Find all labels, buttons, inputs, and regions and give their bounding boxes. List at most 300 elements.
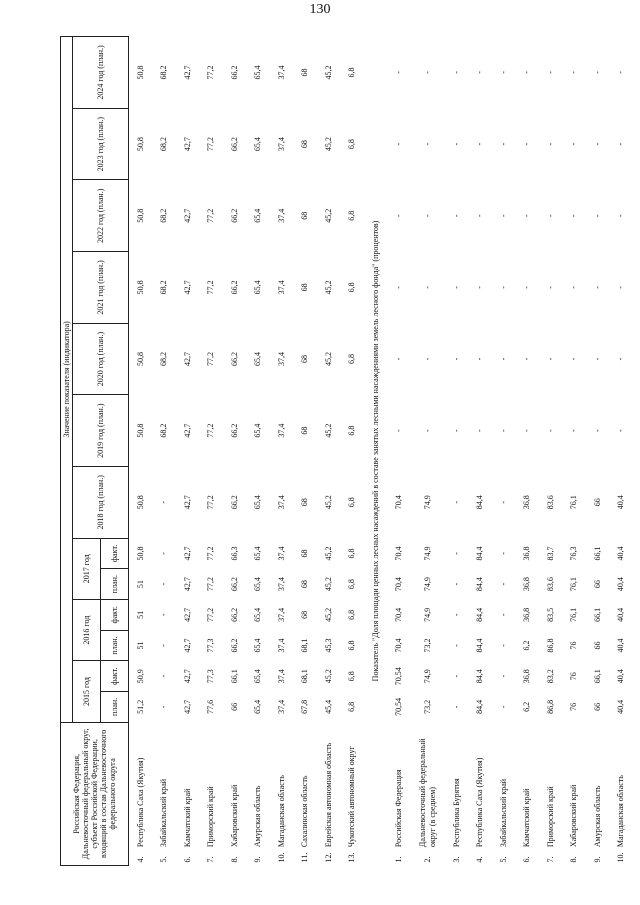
value-cell: - [422,357,432,361]
value-cell: - [498,71,508,74]
plan-2015-header: план. [101,692,129,723]
table-row [539,37,563,866]
value-cell: - [159,674,169,678]
value-cell: - [159,705,169,709]
row-number: 9. [253,856,263,863]
fact-2017-header: факт. [101,538,129,569]
value-cell: 37,4 [276,280,286,295]
value-cell: 77,2 [206,208,216,223]
region-name: Еврейская автономная область [323,742,333,848]
region-name: Амурская область [253,785,263,848]
value-cell: 77,3 [206,638,216,653]
value-cell: 66,1 [229,669,239,684]
value-cell: - [394,71,404,74]
region-name: Сахалинская область [300,775,310,848]
value-cell: - [592,71,602,74]
value-cell: - [394,142,404,146]
value-cell: 65,4 [253,137,263,152]
value-cell: 42,7 [182,577,192,592]
value-cell: - [394,286,404,289]
region-name: Камчатский край [522,788,532,848]
value-cell: 50,8 [135,208,145,223]
value-cell: 37,4 [276,352,286,367]
value-cell: 40,4 [616,495,626,510]
value-cell: 51 [135,610,145,619]
value-cell: 65,4 [253,423,263,438]
region-name: Амурская область [592,785,602,848]
value-cell: 76,1 [569,607,579,622]
value-cell: 74,9 [422,546,432,561]
value-cell: 65,4 [253,607,263,622]
value-cell: - [451,357,461,361]
value-cell: 6,8 [347,579,357,590]
value-cell: 68 [300,68,310,77]
value-cell: - [616,357,626,361]
year-2018-header: 2018 год (план.) [73,466,129,538]
table-row [152,37,176,866]
value-cell: 66 [592,498,602,507]
value-cell: 37,4 [276,495,286,510]
row-number: 2. [422,856,432,863]
value-cell: - [569,357,579,361]
value-cell: 65,4 [253,352,263,367]
value-cell: - [475,142,485,146]
value-cell: - [159,644,169,647]
value-cell: - [498,644,508,647]
value-cell: 6,8 [347,282,357,293]
value-cell: - [451,582,461,586]
value-cell: 66,2 [229,208,239,223]
value-cell: 45,2 [323,669,333,684]
value-cell: - [475,214,485,218]
value-cell: - [569,286,579,289]
row-number: 11. [300,852,310,863]
value-cell: 70,4 [394,546,404,561]
value-cell: 42,7 [182,65,192,80]
value-cell: 65,4 [253,699,263,714]
value-cell: 66,2 [229,638,239,653]
value-cell: 50,8 [135,423,145,438]
value-cell: 6,2 [522,640,532,651]
page-number: 130 [309,2,331,17]
value-cell: 70,4 [394,607,404,622]
value-cell: 76,3 [569,546,579,561]
value-cell: 66 [592,641,602,650]
value-cell: 66 [592,702,602,711]
value-cell: 68,2 [159,137,169,152]
value-cell: - [569,214,579,218]
value-cell: 65,4 [253,208,263,223]
row-number: 9. [592,856,602,863]
value-cell: 68 [300,610,310,619]
table-header [61,37,129,866]
value-cell: 66,2 [229,607,239,622]
value-cell: 45,2 [323,577,333,592]
value-cell: - [592,286,602,289]
value-cell: 50,8 [135,137,145,152]
table-row [492,37,516,866]
value-cell: 42,7 [182,546,192,561]
value-cell: 77,2 [206,607,216,622]
value-cell: - [522,429,532,433]
value-cell: 65,4 [253,65,263,80]
value-cell: 68 [300,549,310,558]
value-cell: - [451,429,461,433]
table-row [246,37,270,866]
value-cell: 6,8 [347,548,357,559]
section-row [364,37,388,866]
value-cell: 86,8 [545,699,555,714]
table-row [223,37,247,866]
table-row [468,37,492,866]
table-row [562,37,586,866]
table-row [129,37,153,866]
value-cell: 6,8 [347,139,357,150]
value-cell: - [159,500,169,504]
value-cell: - [569,71,579,74]
region-name: Республика Бурятия [451,778,461,848]
year-2017-header: 2017 год [73,538,101,599]
value-cell: - [592,429,602,433]
value-cell: 74,9 [422,669,432,684]
value-cell: - [451,705,461,709]
value-cell: 76 [569,702,579,711]
year-2019-header: 2019 год (план.) [73,395,129,467]
value-cell: 70,54 [394,667,404,686]
table-row [270,37,294,866]
value-cell: 76 [569,641,579,650]
year-2022-header: 2022 год (план.) [73,180,129,252]
rotated-table-container [60,36,626,866]
value-cell: 83,7 [545,546,555,561]
fact-2015-header: факт. [101,661,129,692]
value-cell: 68 [300,211,310,220]
value-cell: 50,8 [135,280,145,295]
value-cell: 51 [135,641,145,650]
year-2023-header: 2023 год (план.) [73,108,129,180]
value-cell: 45,2 [323,65,333,80]
value-cell: 42,7 [182,607,192,622]
value-cell: 42,7 [182,669,192,684]
value-cell: 77,6 [206,699,216,714]
value-cell: 76 [569,672,579,681]
row-number: 8. [569,856,579,863]
table-row [340,37,364,866]
value-cell: 50,8 [135,352,145,367]
row-number: 12. [323,852,333,863]
value-cell: 36,8 [522,546,532,561]
region-name: Российская Федерация [394,769,404,848]
value-cell: 84,4 [475,669,485,684]
value-cell: 37,4 [276,638,286,653]
value-cell: 45,2 [323,423,333,438]
row-number: 4. [135,856,145,863]
value-cell: - [498,705,508,709]
year-2024-header: 2024 год (план.) [73,37,129,109]
value-cell: 45,2 [323,208,333,223]
row-number: 5. [159,856,169,863]
region-name: Республика Саха (Якутия) [475,757,485,848]
value-cell: 77,2 [206,65,216,80]
value-cell: 68 [300,580,310,589]
value-cell: - [498,500,508,504]
value-cell: - [592,357,602,361]
value-cell: 42,7 [182,280,192,295]
table-row [609,37,633,866]
value-cell: - [545,142,555,146]
value-cell: 65,4 [253,577,263,592]
value-cell: - [569,429,579,433]
value-cell: 67,8 [300,699,310,714]
value-cell: - [545,71,555,74]
value-cell: 68 [300,355,310,364]
value-cell: - [592,142,602,146]
value-cell: 40,4 [616,669,626,684]
value-cell: 42,7 [182,423,192,438]
value-cell: 65,4 [253,280,263,295]
value-cell: 77,2 [206,352,216,367]
value-cell: 51,2 [135,699,145,714]
year-2020-header: 2020 год (план.) [73,323,129,395]
value-cell: 73,2 [422,638,432,653]
value-cell: 36,8 [522,495,532,510]
region-name: Забайкальский край [498,778,508,848]
value-cell: - [498,286,508,289]
value-cell: 42,7 [182,699,192,714]
value-cell: - [159,582,169,586]
table-row [586,37,610,866]
value-cell: 36,8 [522,607,532,622]
value-cell: 42,7 [182,495,192,510]
value-cell: - [545,429,555,433]
value-cell: - [522,214,532,218]
table-row [387,37,411,866]
value-cell: - [159,552,169,555]
value-cell: - [522,286,532,289]
value-cell: 45,3 [323,638,333,653]
value-cell: 83,6 [545,495,555,510]
fact-2016-header: факт. [101,599,129,630]
region-name: Дальневосточный федеральный округ (в среднем) [418,738,437,848]
value-cell: 6,8 [347,354,357,365]
value-cell: - [522,71,532,74]
value-cell: 84,4 [475,577,485,592]
row-number: 6. [522,856,532,863]
value-cell: 66,2 [229,137,239,152]
row-number: 7. [206,856,216,863]
value-cell: 6,8 [347,425,357,436]
value-cell: - [616,214,626,218]
value-cell: 68,2 [159,280,169,295]
value-cell: 40,4 [616,607,626,622]
value-cell: 45,2 [323,546,333,561]
value-cell: 40,4 [616,699,626,714]
value-cell: 6,8 [347,701,357,712]
plan-2016-header: план. [101,630,129,661]
value-cell: - [522,357,532,361]
value-cell: 37,4 [276,208,286,223]
value-cell: 50,8 [135,65,145,80]
region-column-header: Российская Федерация, Дальневосточный федеральный округ, субъект Российской Федерации, входящий в состав Дальневосточного федерального округа [61,722,129,865]
value-cell: 45,2 [323,137,333,152]
value-cell: 66 [592,580,602,589]
value-cell: 6,8 [347,210,357,221]
value-cell: 66,1 [592,546,602,561]
value-cell: 45,2 [323,607,333,622]
value-cell: - [394,357,404,361]
value-cell: 68,2 [159,423,169,438]
row-number: 10. [616,852,626,863]
row-number: 6. [182,856,192,863]
value-cell: 77,2 [206,546,216,561]
value-cell: - [394,214,404,218]
row-number: 7. [545,856,555,863]
row-number: 13. [347,852,357,863]
value-cell: - [451,214,461,218]
value-cell: 37,4 [276,577,286,592]
plan-2017-header: план. [101,569,129,600]
value-cell: 70,4 [394,577,404,592]
value-cell: 6,8 [347,671,357,682]
year-2015-header: 2015 год [73,661,101,722]
value-cell: 68 [300,283,310,292]
value-cell: 65,4 [253,669,263,684]
value-cell: 68,2 [159,65,169,80]
value-cell: 70,4 [394,638,404,653]
table-row [445,37,469,866]
value-cell: 86,8 [545,638,555,653]
value-cell: 37,4 [276,137,286,152]
row-number: 10. [276,852,286,863]
region-name: Магаданская область [276,775,286,848]
value-cell: - [422,214,432,218]
value-cell: 37,4 [276,669,286,684]
value-cell: 66,2 [229,577,239,592]
value-cell: 42,7 [182,137,192,152]
value-cell: - [451,674,461,678]
value-cell: 68,2 [159,208,169,223]
value-cell: 50,9 [135,669,145,684]
value-cell: 6,8 [347,609,357,620]
value-cell: 66,1 [592,607,602,622]
value-cell: 6,8 [347,67,357,78]
table-row [293,37,317,866]
value-cell: 65,4 [253,546,263,561]
value-cell: 37,4 [276,607,286,622]
value-cell: 6,8 [347,640,357,651]
table-row [317,37,341,866]
value-cell: - [498,357,508,361]
value-cell: 74,9 [422,577,432,592]
value-cell: 74,9 [422,495,432,510]
value-cell: 65,4 [253,495,263,510]
value-cell: 45,4 [323,699,333,714]
value-cell: 68 [300,426,310,435]
value-cell: 84,4 [475,699,485,714]
value-cell: 77,2 [206,137,216,152]
value-cell: 77,3 [206,669,216,684]
region-name: Республика Саха (Якутия) [135,757,145,848]
value-cell: 45,2 [323,495,333,510]
value-cell: 37,4 [276,699,286,714]
table-row [411,37,445,866]
value-cell: 66,1 [592,669,602,684]
table-row [515,37,539,866]
value-cell: 68,1 [300,638,310,653]
value-cell: - [498,142,508,146]
value-cell: 70,54 [394,697,404,716]
value-cell: - [475,357,485,361]
value-cell: - [422,71,432,74]
row-number: 4. [475,856,485,863]
value-cell: - [475,429,485,433]
table-body [129,37,633,866]
indicator-group-header: Значение показателя (индикатора) [61,37,73,723]
value-cell: - [475,71,485,74]
value-cell: 36,8 [522,669,532,684]
value-cell: - [522,142,532,146]
value-cell: 37,4 [276,423,286,438]
value-cell: - [498,674,508,678]
value-cell: 76,1 [569,577,579,592]
value-cell: 50,8 [135,546,145,561]
value-cell: 77,2 [206,423,216,438]
value-cell: - [451,613,461,617]
value-cell: 76,1 [569,495,579,510]
value-cell: 70,4 [394,495,404,510]
value-cell: 77,2 [206,495,216,510]
value-cell: 84,4 [475,495,485,510]
value-cell: 45,2 [323,280,333,295]
value-cell: - [422,142,432,146]
value-cell: 68 [300,498,310,507]
row-number: 3. [451,856,461,863]
value-cell: 6,8 [347,497,357,508]
value-cell: 66,2 [229,495,239,510]
value-cell: 66,2 [229,280,239,295]
value-cell: - [451,500,461,504]
value-cell: - [422,286,432,289]
value-cell: 77,2 [206,280,216,295]
value-cell: - [545,286,555,289]
value-cell: - [498,429,508,433]
value-cell: 40,4 [616,638,626,653]
value-cell: 66,2 [229,65,239,80]
value-cell: - [616,429,626,433]
value-cell: 84,4 [475,638,485,653]
value-cell: 42,7 [182,208,192,223]
table-row [176,37,200,866]
region-name: Приморский край [545,786,555,848]
region-name: Хабаровский край [229,784,239,848]
value-cell: 84,4 [475,607,485,622]
value-cell: - [451,644,461,647]
value-cell: - [394,429,404,433]
value-cell: 40,4 [616,577,626,592]
value-cell: 51 [135,580,145,589]
value-cell: 84,4 [475,546,485,561]
value-cell: 66,3 [229,546,239,561]
value-cell: - [616,71,626,74]
value-cell: 42,7 [182,638,192,653]
value-cell: 83,5 [545,607,555,622]
value-cell: - [451,71,461,74]
value-cell: 83,6 [545,577,555,592]
value-cell: 74,9 [422,607,432,622]
row-number: 5. [498,856,508,863]
row-number: 1. [394,856,404,863]
value-cell: - [498,214,508,218]
